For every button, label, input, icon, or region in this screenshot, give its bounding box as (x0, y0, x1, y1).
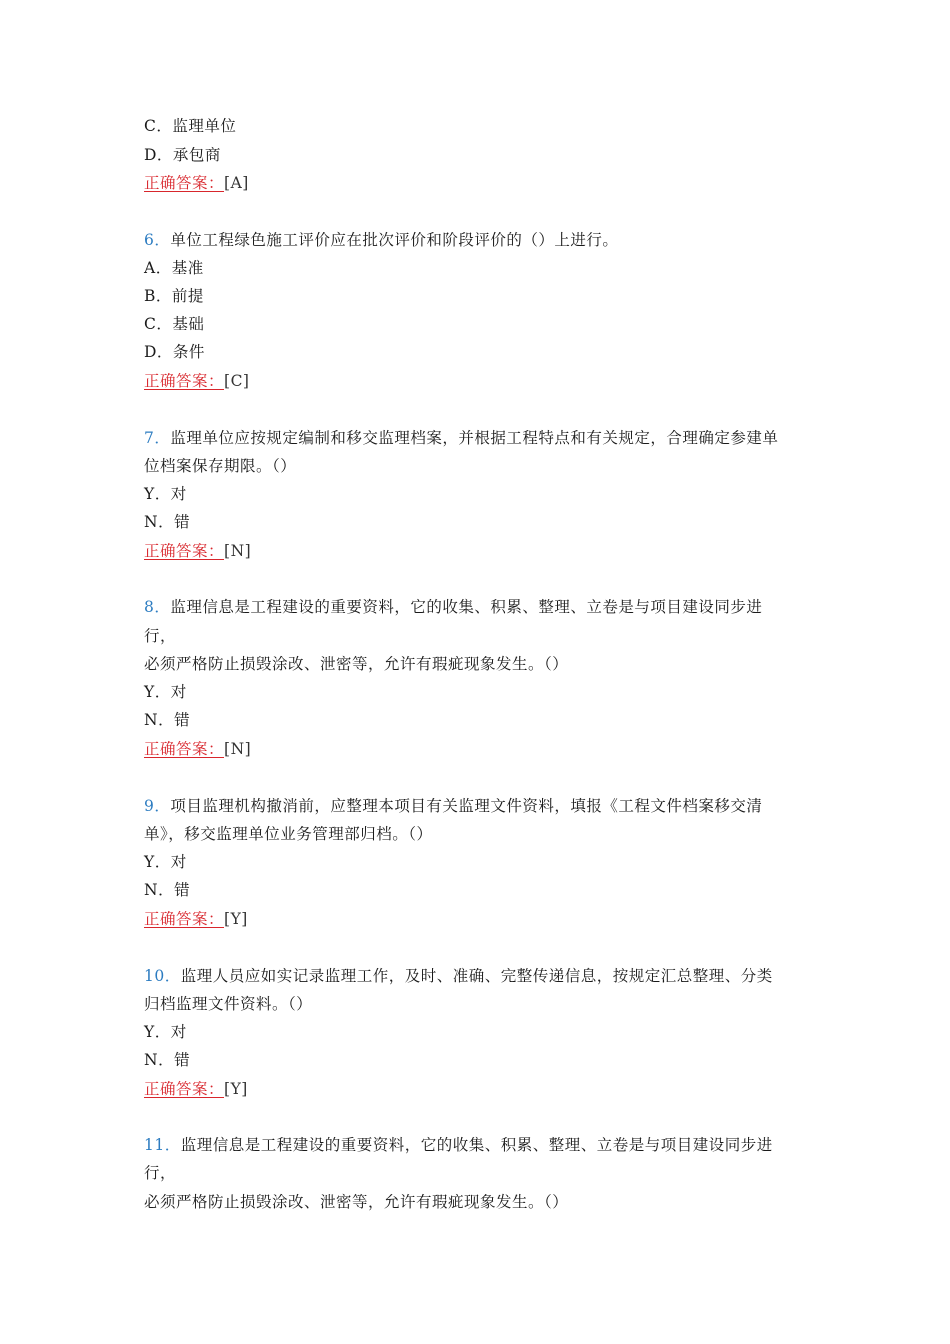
answer-label: 正确答案： (144, 740, 225, 758)
q5-answer (144, 173, 249, 193)
q11-stem-line1 (144, 1135, 773, 1155)
question-number: 6． (144, 231, 171, 249)
q5-option-c: C．监理单位 (144, 117, 237, 135)
question-number: 9． (144, 797, 171, 815)
q10-option-y: Y．对 (144, 1023, 187, 1041)
question-number: 7． (144, 429, 171, 447)
answer-value: [Y] (224, 910, 248, 928)
q9-answer (144, 909, 248, 929)
q11-stem-line3: 必须严格防止损毁涂改、泄密等，允许有瑕疵现象发生。（） (144, 1193, 569, 1211)
answer-value: [Y] (224, 1080, 248, 1098)
q7-answer (144, 541, 251, 561)
question-text: 单位工程绿色施工评价应在批次评价和阶段评价的（）上进行。 (170, 231, 619, 249)
answer-label: 正确答案： (144, 372, 225, 390)
q11-stem-line2: 行， (144, 1164, 177, 1182)
q6-option-c: C．基础 (144, 315, 205, 333)
q9-stem-line2: 单》，移交监理单位业务管理部归档。（） (144, 825, 433, 843)
q10-stem-line1 (144, 966, 773, 986)
q10-stem-line2: 归档监理文件资料。（） (144, 995, 313, 1013)
answer-label: 正确答案： (144, 542, 225, 560)
q7-option-y: Y．对 (144, 485, 187, 503)
question-number: 11． (144, 1136, 181, 1154)
q6-answer (144, 371, 249, 391)
q6-option-d: D．条件 (144, 343, 205, 361)
answer-label: 正确答案： (144, 174, 225, 192)
question-text: 监理信息是工程建设的重要资料，它的收集、积累、整理、立卷是与项目建设同步进 (180, 1136, 773, 1154)
question-text: 监理信息是工程建设的重要资料，它的收集、积累、整理、立卷是与项目建设同步进 (170, 598, 763, 616)
q7-stem-line2: 位档案保存期限。（） (144, 457, 297, 475)
q8-option-y: Y．对 (144, 683, 187, 701)
q6-option-b: B．前提 (144, 287, 204, 305)
question-text: 监理人员应如实记录监理工作，及时、准确、完整传递信息，按规定汇总整理、分类 (180, 967, 773, 985)
answer-value: [N] (224, 542, 252, 560)
question-number: 10． (144, 967, 181, 985)
answer-value: [C] (224, 372, 250, 390)
question-text: 监理单位应按规定编制和移交监理档案，并根据工程特点和有关规定，合理确定参建单 (170, 429, 779, 447)
q8-stem-line2: 行， (144, 627, 177, 645)
question-text: 项目监理机构撤消前，应整理本项目有关监理文件资料，填报《工程文件档案移交清 (170, 797, 763, 815)
q10-answer (144, 1079, 248, 1099)
q5-option-d: D．承包商 (144, 146, 221, 164)
answer-value: [A] (224, 174, 249, 192)
answer-value: [N] (224, 740, 252, 758)
q8-option-n: N．错 (144, 711, 191, 729)
q10-option-n: N．错 (144, 1051, 191, 1069)
q9-stem-line1 (144, 796, 762, 816)
q9-option-y: Y．对 (144, 853, 187, 871)
q7-stem-line1 (144, 428, 778, 448)
q6-stem (144, 230, 618, 250)
q9-option-n: N．错 (144, 881, 191, 899)
q6-option-a: A．基准 (144, 259, 204, 277)
answer-label: 正确答案： (144, 1080, 225, 1098)
answer-label: 正确答案： (144, 910, 225, 928)
q7-option-n: N．错 (144, 513, 191, 531)
question-number: 8． (144, 598, 171, 616)
q8-stem-line1 (144, 597, 762, 617)
q8-stem-line3: 必须严格防止损毁涂改、泄密等，允许有瑕疵现象发生。（） (144, 655, 569, 673)
q8-answer (144, 739, 251, 759)
